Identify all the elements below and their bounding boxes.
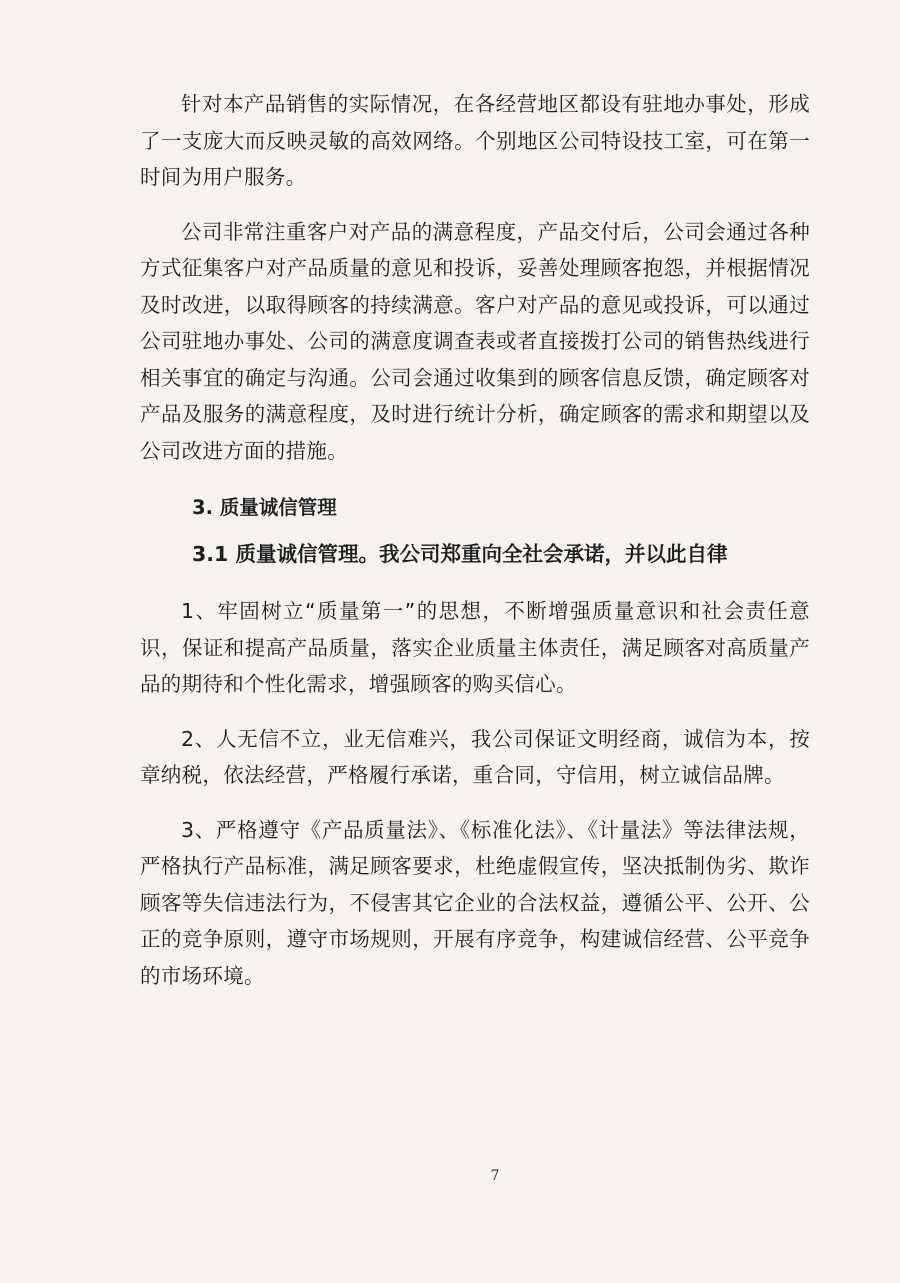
paragraph-sales-network: 针对本产品销售的实际情况，在各经营地区都设有驻地办事处，形成了一支庞大而反映灵敏的高效网络。个别地区公司特设技工室，可在第一时间为用户服务。 — [140, 92, 810, 189]
section-heading: 3. 质量诚信管理 — [192, 496, 337, 519]
subsection-heading: 3.1 质量诚信管理。我公司郑重向全社会承诺，并以此自律 — [192, 542, 728, 566]
commitment-item-1: 1、牢固树立“质量第一”的思想，不断增强质量意识和社会责任意识，保证和提高产品质量，落实企业质量主体责任，满足顾客对高质量产品的期待和个性化需求，增强顾客的购买信心。 — [140, 599, 810, 696]
commitment-item-2: 2、人无信不立，业无信难兴，我公司保证文明经商，诚信为本，按章纳税，依法经营，严格履行承诺，重合同，守信用，树立诚信品牌。 — [140, 726, 810, 787]
document-body — [140, 86, 810, 994]
paragraph-customer-satisfaction: 公司非常注重客户对产品的满意程度，产品交付后，公司会通过各种方式征集客户对产品质量的意见和投诉，妥善处理顾客抱怨，并根据情况及时改进，以取得顾客的持续满意。客户对产品的意见或投诉，可以通过公司驻地办事处、公司的满意度调查表或者直接拨打公司的销售热线进行相关事宜的确定与沟通。公司会通过收集到的顾客信息反馈，确定顾客对产品及服务的满意程度，及时进行统计分析，确定顾客的需求和期望以及公司改进方面的措施。 — [140, 219, 810, 463]
commitment-item-3: 3、严格遵守《产品质量法》、《标准化法》、《计量法》等法律法规，严格执行产品标准，满足顾客要求，杜绝虚假宣传，坚决抵制伪劣、欺诈顾客等失信违法行为，不侵害其它企业的合法权益，遵循公平、公开、公正的竞争原则，遵守市场规则，开展有序竞争，构建诚信经营、公平竞争的市场环境。 — [140, 817, 810, 988]
page-number: 7 — [490, 1168, 500, 1184]
